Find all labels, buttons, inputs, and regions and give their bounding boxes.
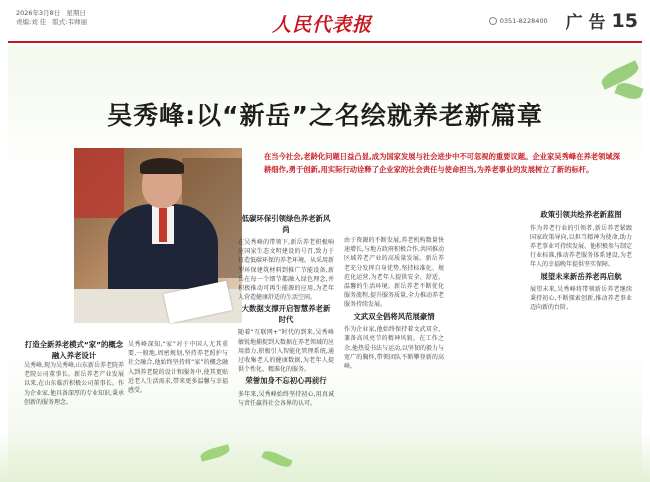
flag-background (74, 148, 124, 218)
phone-number: 0351-8228400 (499, 16, 548, 25)
column-5-heading-2: 展望未来新岳养老再启航 (540, 271, 622, 281)
column-2-text: 吴秀峰深知,“家”对于中国人尤其重要,一般地,周密规划,坚持养老照护与社会融合,他始终坚持将“家”的概念融入到养老院的设计和服务中,使其更贴近老人生活需求,带来更多温馨与幸福感受。 (128, 341, 228, 395)
column-3-text-3: 多年来,吴秀峰始终坚持初心,用真诚与责任赢得社会各界的认可。 (238, 390, 334, 408)
newspaper-logo: 人民代表报 (272, 14, 373, 36)
column-4-text-2: 作为企业家,他始终保持着文武双全、兼备高风亮节的精神风貌。在工作之余,他热爱书法与运动,以坚韧的毅力与宽广的胸怀,带领团队不断攀登新的高峰。 (344, 326, 444, 370)
article-title: 吴秀峰:以“新岳”之名绘就养老新篇章 (107, 101, 543, 130)
column-4-text: 由于资源的不断发展,养老机构数量快速增长,与地方政府积极合作,共同推动区域养老产业的高质量发展。新岳养老充分发挥自身优势,坚持标准化、规范化运营,为老年人提供安全、舒适、温馨的生活环境。新岳养老不断优化服务流程,提升服务质量,全力推动养老服务持续发展。 (344, 237, 444, 309)
column-5 (530, 208, 632, 313)
bottom-decoration (0, 434, 650, 482)
article-intro: 在当今社会,老龄化问题日益凸显,成为国家发展与社会进步中不可忽视的重要议题。企业家吴秀峰在养老领域深耕细作,勇于创新,用实际行动诠释了企业家的社会责任与使命担当,为养老事业的发展树立了新的标杆。 (264, 152, 620, 174)
portrait-photo (74, 148, 242, 323)
column-3-heading-3: 荣誉加身不忘初心再前行 (245, 376, 327, 386)
header-right (489, 8, 638, 33)
issue-date: 2026年3月8日 (16, 9, 61, 17)
column-3-heading-2: 大数据支撑开启智慧养老新时代 (241, 304, 331, 324)
editor-credit: 责编:刘 佳 (16, 18, 47, 26)
column-5-text-2: 展望未来,吴秀峰将带领新岳养老继续秉持初心,不断探索创新,推动养老事业迈向新的台阶。 (530, 286, 632, 312)
header-divider (8, 41, 642, 43)
column-3 (238, 212, 334, 408)
person-hair (140, 158, 184, 174)
column-1-heading: 打造全新养老模式“家”的概念融入养老设计 (24, 340, 124, 360)
page-header (0, 0, 650, 44)
issue-meta (16, 9, 93, 27)
column-4-heading: 文武双全倡将风范展豪情 (353, 311, 435, 321)
column-4 (344, 236, 444, 371)
person-tie (159, 208, 167, 242)
phone-icon (489, 17, 497, 25)
column-5-heading: 政策引领共绘养老新蓝图 (540, 210, 622, 219)
column-5-text: 作为养老行业的引领者,新岳养老紧跟国家政策导向,以担当精神为使命,助力养老事业可持续发展。他积极参与制定行业标准,推动养老服务体系建设,为老年人的幸福晚年提供坚实保障。 (530, 224, 633, 269)
issue-weekday: 星期日 (66, 9, 86, 17)
column-1-text: 吴秀峰,现为吴秀峰,山东新岳养老院养老院公司董事长。新岳养老产业发展以来,在山东临沂积极公司董事长。作为企业家,他具备深厚的专业知识,秉承创新的服务理念。 (24, 362, 124, 406)
column-2 (128, 340, 228, 404)
column-3-text-2: 随着“互联网+”时代的到来,吴秀峰敏锐地捕捉到大数据在养老领域的应用潜力,积极引入智能化管理系统,通过收集老人的健康数据,为老年人提供个性化、精准化的服务。 (238, 329, 335, 374)
column-1 (24, 340, 124, 406)
leaf-decoration (199, 444, 231, 461)
leaf-decoration (261, 448, 292, 470)
column-3-heading: 低碳环保引领绿色养老新风尚 (241, 214, 331, 234)
section-label: 广 告 (565, 13, 606, 33)
page-number: 15 (611, 9, 638, 32)
column-3-text: 在吴秀峰的带领下,新岳养老积极响应国家生态文明建设的号召,致力于打造低碳环保的养老环境。从采用新型环保建筑材料到推广节能设备,新岳在每一个细节都融入绿色理念,并积极推动可再生能源的应用,为老年人营造健康舒适的生活空间。 (238, 239, 335, 302)
designer-credit: 版式:韦帅丽 (52, 18, 87, 26)
